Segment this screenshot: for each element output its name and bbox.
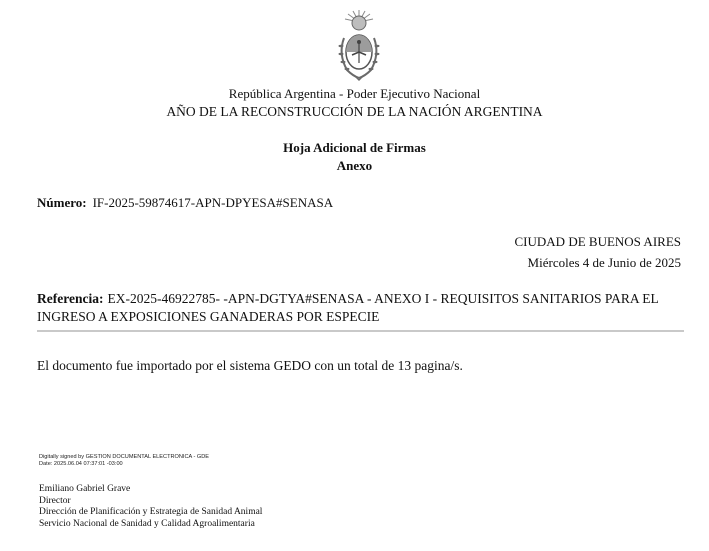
signer-role: Director — [39, 495, 71, 506]
document-city: CIUDAD DE BUENOS AIRES — [514, 234, 681, 249]
header-line-1: República Argentina - Poder Ejecutivo Nacional — [228, 86, 481, 101]
document-reference — [37, 290, 687, 326]
divider — [37, 330, 684, 332]
digital-signature-block — [39, 454, 209, 468]
document-number — [37, 195, 333, 211]
document-number-value: IF-2025-59874617-APN-DPYESA#SENASA — [92, 195, 334, 210]
sun-icon — [352, 16, 366, 30]
reference-value: EX-2025-46922785- -APN-DGTYA#SENASA - ANEXO I - REQUISITOS SANITARIOS PARA EL INGRESO A EXPOSICIONES GANADERAS POR ESPECIE — [37, 291, 659, 324]
page-title: Hoja Adicional de Firmas — [283, 140, 426, 155]
signer-department: Dirección de Planificación y Estrategia de Sanidad Animal — [39, 507, 263, 517]
signer-organization: Servicio Nacional de Sanidad y Calidad Agroalimentaria — [39, 518, 255, 529]
reference-label: Referencia: — [37, 291, 104, 306]
signer-name: Emiliano Gabriel Grave — [39, 484, 131, 494]
document-date: Miércoles 4 de Junio de 2025 — [527, 255, 681, 270]
page-subtitle: Anexo — [336, 158, 373, 173]
signer-block — [39, 484, 262, 530]
digital-signature-line: Digitally signed by GESTION DOCUMENTAL ELECTRONICA - GDE — [39, 454, 210, 460]
document-body: El documento fue importado por el sistema GEDO con un total de 13 pagina/s. — [37, 358, 463, 373]
document-number-label: Número: — [37, 195, 87, 210]
digital-signature-date: Date: 2025.06.04 07:37:01 -03:00 — [39, 461, 123, 467]
national-coat-of-arms-seal — [335, 8, 383, 82]
header-line-2: AÑO DE LA RECONSTRUCCIÓN DE LA NACIÓN ARGENTINA — [166, 104, 543, 119]
